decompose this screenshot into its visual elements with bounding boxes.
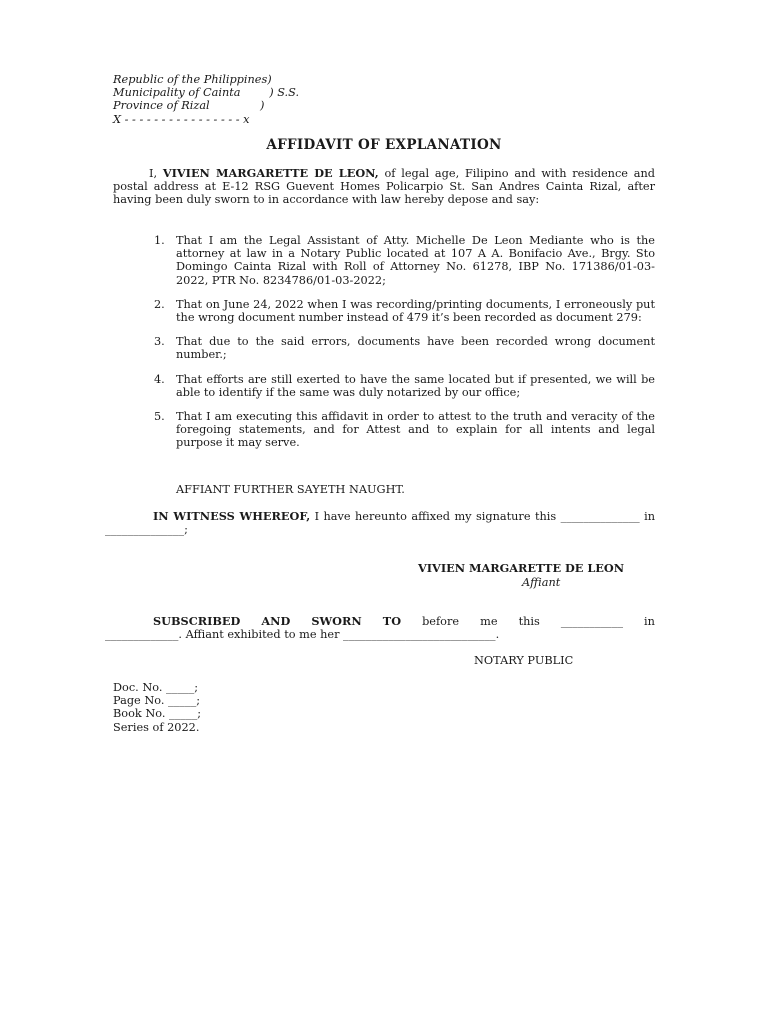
- intro-prefix: I,: [149, 167, 163, 180]
- book-number: Book No. _____;: [113, 707, 202, 721]
- document-title: AFFIDAVIT OF EXPLANATION: [266, 137, 502, 153]
- page-number: Page No. _____;: [113, 694, 201, 708]
- affiant-role: Affiant: [522, 576, 561, 589]
- venue-province: Province of Rizal ): [113, 99, 265, 113]
- subscribed-line-1: [105, 615, 655, 628]
- venue-separator: X - - - - - - - - - - - - - - - - x: [113, 112, 250, 126]
- this-word: this: [518, 615, 540, 628]
- notary-public-label: NOTARY PUBLIC: [474, 654, 574, 667]
- sworn-word: SWORN: [311, 614, 362, 628]
- document-info: [113, 681, 201, 734]
- affiant-name-intro: VIVIEN MARGARETTE DE LEON,: [162, 166, 379, 180]
- item-text: That I am executing this affidavit in order to attest to the truth and veracity of the foregoing statements, and for Attest and to explain for all intents and legal purpose it may serve.: [176, 410, 655, 450]
- venue-block: [113, 73, 299, 126]
- in-word: in: [644, 615, 655, 628]
- doc-number: Doc. No. _____;: [113, 681, 199, 694]
- subscribed-word: SUBSCRIBED: [153, 614, 241, 628]
- list-item: [154, 298, 655, 324]
- list-item: [154, 234, 655, 287]
- item-text: That I am the Legal Assistant of Atty. Michelle De Leon Mediante who is the attorney at law in a Notary Public located at 107 A A. Bonifacio Ave., Brgy. Sto Domingo Cainta Rizal with Roll of Attorney No. 61278, IBP No. 171386/01-03-2022, PTR No. 8234786/01-03-2022;: [176, 234, 655, 287]
- list-item: [154, 373, 655, 399]
- before-word: before: [422, 615, 460, 628]
- list-item: [154, 335, 655, 361]
- witness-text: I have hereunto affixed my signature this ______________ in ______________;: [105, 510, 655, 537]
- intro-text: of legal age, Filipino and with residence and postal address at E-12 RSG Guevent Homes Policarpio St. San Andres Cainta Rizal, after having been duly sworn to in accordance with law hereby depose and say:: [113, 167, 655, 207]
- series-year: Series of 2022.: [113, 720, 200, 734]
- item-number: 1.: [154, 234, 165, 247]
- item-number: 3.: [154, 335, 165, 349]
- venue-republic: Republic of the Philippines): [113, 73, 272, 86]
- date-blank: ___________: [560, 615, 623, 628]
- item-number: 2.: [154, 297, 165, 311]
- statement-list: [154, 234, 655, 461]
- witness-heading: IN WITNESS WHEREOF,: [153, 509, 311, 523]
- list-item: [154, 410, 655, 450]
- to-word: TO: [382, 614, 402, 628]
- me-word: me: [480, 615, 498, 628]
- intro-paragraph: [113, 167, 655, 207]
- subscribed-paragraph: [105, 615, 655, 641]
- subscribed-line-2: _____________. Affiant exhibited to me her ___________________________.: [105, 628, 500, 642]
- item-text: That on June 24, 2022 when I was recording/printing documents, I erroneously put the wrong document number instead of 479 it’s been recorded as document 279:: [176, 297, 655, 325]
- item-number: 5.: [154, 410, 165, 424]
- item-number: 4.: [154, 372, 165, 386]
- and-word: AND: [261, 614, 291, 628]
- further-sayeth: AFFIANT FURTHER SAYETH NAUGHT.: [176, 483, 405, 496]
- item-text: That due to the said errors, documents have been recorded wrong document number.;: [176, 335, 655, 362]
- item-text: That efforts are still exerted to have the same located but if presented, we will be able to identify if the same was duly notarized by our office;: [176, 372, 655, 399]
- venue-municipality: Municipality of Cainta ) S.S.: [113, 86, 300, 100]
- witness-paragraph: [105, 510, 655, 536]
- affiant-signature-name: VIVIEN MARGARETTE DE LEON: [418, 561, 625, 575]
